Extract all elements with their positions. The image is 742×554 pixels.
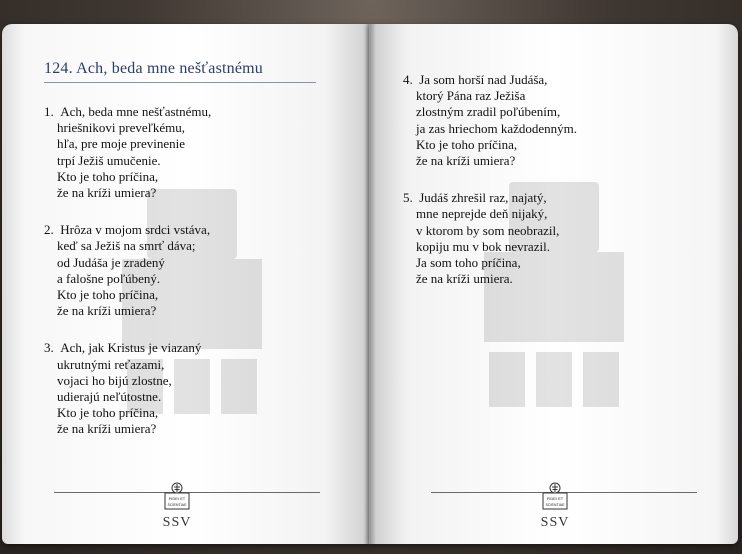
stanza-line: hľa, pre moje previnenie (57, 136, 186, 152)
stanza-1 (44, 104, 211, 201)
stanza-line: zlostným zradil poľúbením, (416, 104, 561, 120)
left-page (2, 24, 369, 544)
left-stanzas (44, 104, 211, 459)
stanza-line: hriešnikovi preveľkému, (57, 120, 186, 136)
right-stanzas (403, 72, 577, 308)
stanza-line: Kto je toho príčina, (57, 405, 159, 421)
stanza-line: že na kríži umiera? (57, 421, 157, 437)
stanza-line: Kto je toho príčina, (57, 168, 159, 184)
svg-text:SSV: SSV (163, 515, 191, 528)
stanza-line: keď sa Ježiš na smrť dáva; (57, 238, 196, 254)
stanza-line: v ktorom by som neobrazil, (416, 222, 560, 238)
svg-text:SCIENTIAE: SCIENTIAE (545, 503, 565, 507)
stanza-line: že na kríži umiera? (57, 185, 157, 201)
svg-text:SCIENTIAE: SCIENTIAE (167, 503, 187, 507)
right-page (369, 24, 738, 544)
stanza-5 (403, 190, 577, 287)
stanza-line: Ja som toho príčina, (416, 255, 521, 271)
stanza-line: ukrutnými reťazami, (57, 356, 165, 372)
svg-text:SSV: SSV (541, 515, 569, 528)
svg-text:FIDEI ET: FIDEI ET (168, 496, 186, 501)
stanza-line: že na kríži umiera. (416, 271, 513, 287)
stanza-line: že na kríži umiera? (57, 303, 157, 319)
stanza-line: trpí Ježiš umučenie. (57, 152, 161, 168)
stanza-line: že na kríži umiera? (416, 153, 516, 169)
stanza-line: 4. Ja som horší nad Judáša, (403, 72, 548, 87)
stanza-line: od Judáša je zradený (57, 254, 165, 270)
stanza-line: ja zas hriechom každodenným. (416, 120, 577, 136)
svg-text:FIDEI ET: FIDEI ET (546, 496, 564, 501)
stanza-3 (44, 340, 211, 437)
stanza-line: 1. Ach, beda mne nešťastnému, (44, 104, 212, 119)
stanza-4 (403, 72, 577, 169)
stanza-line: kopiju mu v bok nevrazil. (416, 238, 550, 254)
stanza-line: a falošne poľúbený. (57, 270, 161, 286)
stanza-2 (44, 222, 211, 319)
song-title: 124. Ach, beda mne nešťastnému (44, 60, 316, 83)
stanza-line: mne neprejde deň nijaký, (416, 206, 548, 222)
publisher-logo (541, 482, 569, 528)
stanza-line: 5. Judáš zhrešil raz, najatý, (403, 190, 547, 206)
stanza-line: ktorý Pána raz Ježiša (416, 88, 526, 104)
stanza-line: udierajú neľútostne. (57, 389, 162, 405)
publisher-logo (163, 482, 191, 528)
stanza-line: Kto je toho príčina, (416, 136, 518, 152)
stanza-line: Kto je toho príčina, (57, 287, 159, 303)
open-book (0, 12, 742, 550)
stanza-line: 2. Hrôza v mojom srdci vstáva, (44, 222, 211, 238)
stanza-line: vojaci ho bijú zlostne, (57, 372, 172, 388)
stanza-line: 3. Ach, jak Kristus je viazaný (44, 340, 202, 356)
